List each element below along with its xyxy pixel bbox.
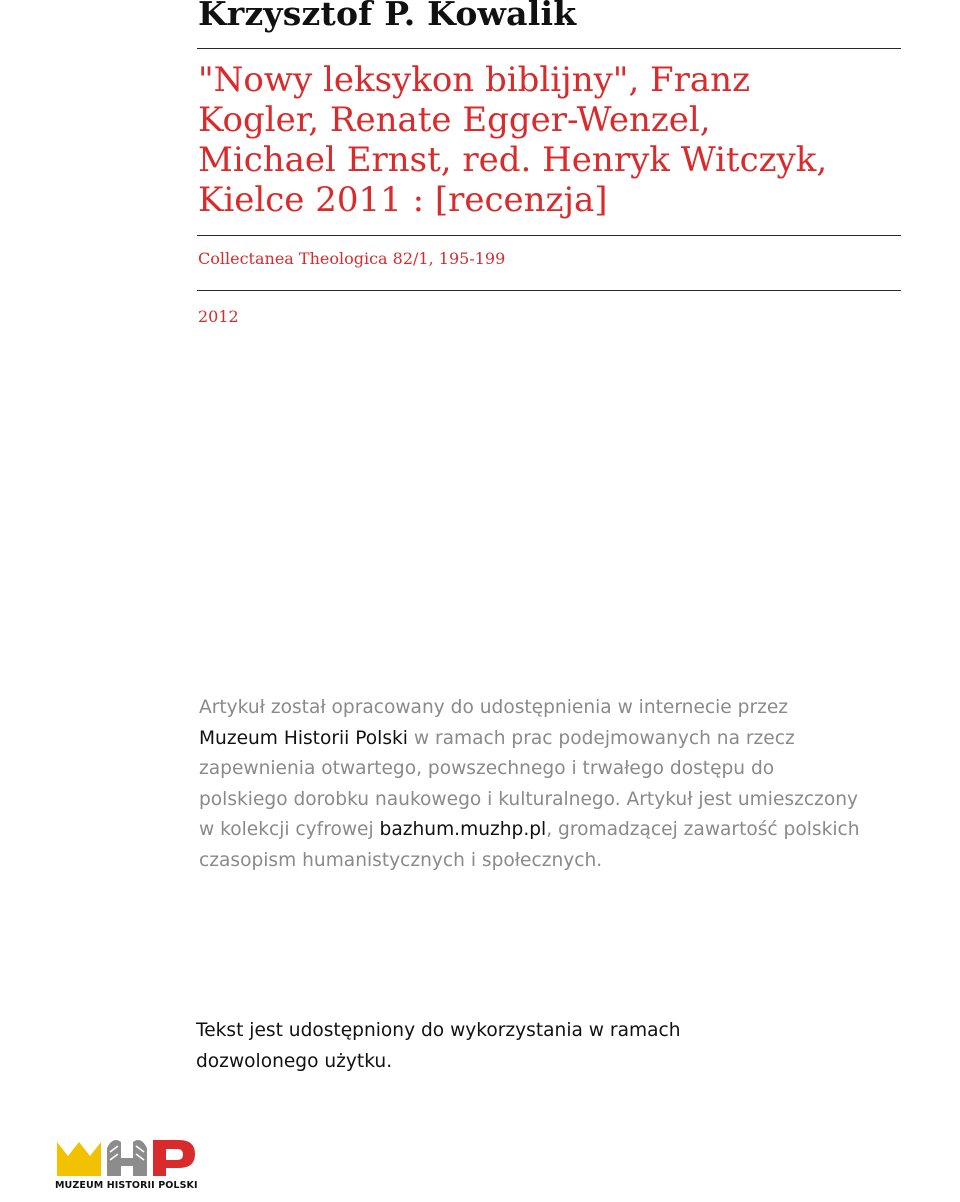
description-line: czasopism humanistycznych i społecznych. [199,849,603,871]
divider [197,235,901,236]
collection-link[interactable]: bazhum.muzhp.pl [379,819,547,840]
license-line: dozwolonego użytku. [196,1051,393,1072]
publication-year: 2012 [198,307,239,326]
license-text [196,1015,756,1077]
title-line: Kielce 2011 : [recenzja] [198,180,608,220]
article-title [198,60,898,220]
logo-caption: MUZEUM HISTORII POLSKI [55,1180,198,1191]
source-citation: Collectanea Theologica 82/1, 195-199 [198,249,506,268]
description-line [199,724,899,755]
author-name: Krzysztof P. Kowalik [198,0,577,33]
license-line: Tekst jest udostępniony do wykorzystania w ramach [196,1020,681,1041]
description-line: Artykuł został opracowany do udostępnienia w internecie przez [199,697,789,718]
divider [197,48,901,49]
description-fragment: , gromadzącej zawartość polskich [546,819,860,840]
description-line: polskiego dorobku naukowego i kulturalnego. Artykuł jest umieszczony [199,788,858,810]
title-line: Michael Ernst, red. Henryk Witczyk, [198,140,828,180]
title-line: Kogler, Renate Egger-Wenzel, [198,100,711,140]
title-line: "Nowy leksykon biblijny", Franz [198,60,750,100]
description-fragment: w kolekcji cyfrowej [199,819,380,840]
divider [197,290,901,291]
organization-name: Muzeum Historii Polski [199,727,408,749]
description-text [199,693,899,876]
description-line: zapewnienia otwartego, powszechnego i trwałego dostępu do [199,758,775,779]
description-fragment: w ramach prac podejmowanych na rzecz [407,727,795,749]
description-line [199,815,899,846]
